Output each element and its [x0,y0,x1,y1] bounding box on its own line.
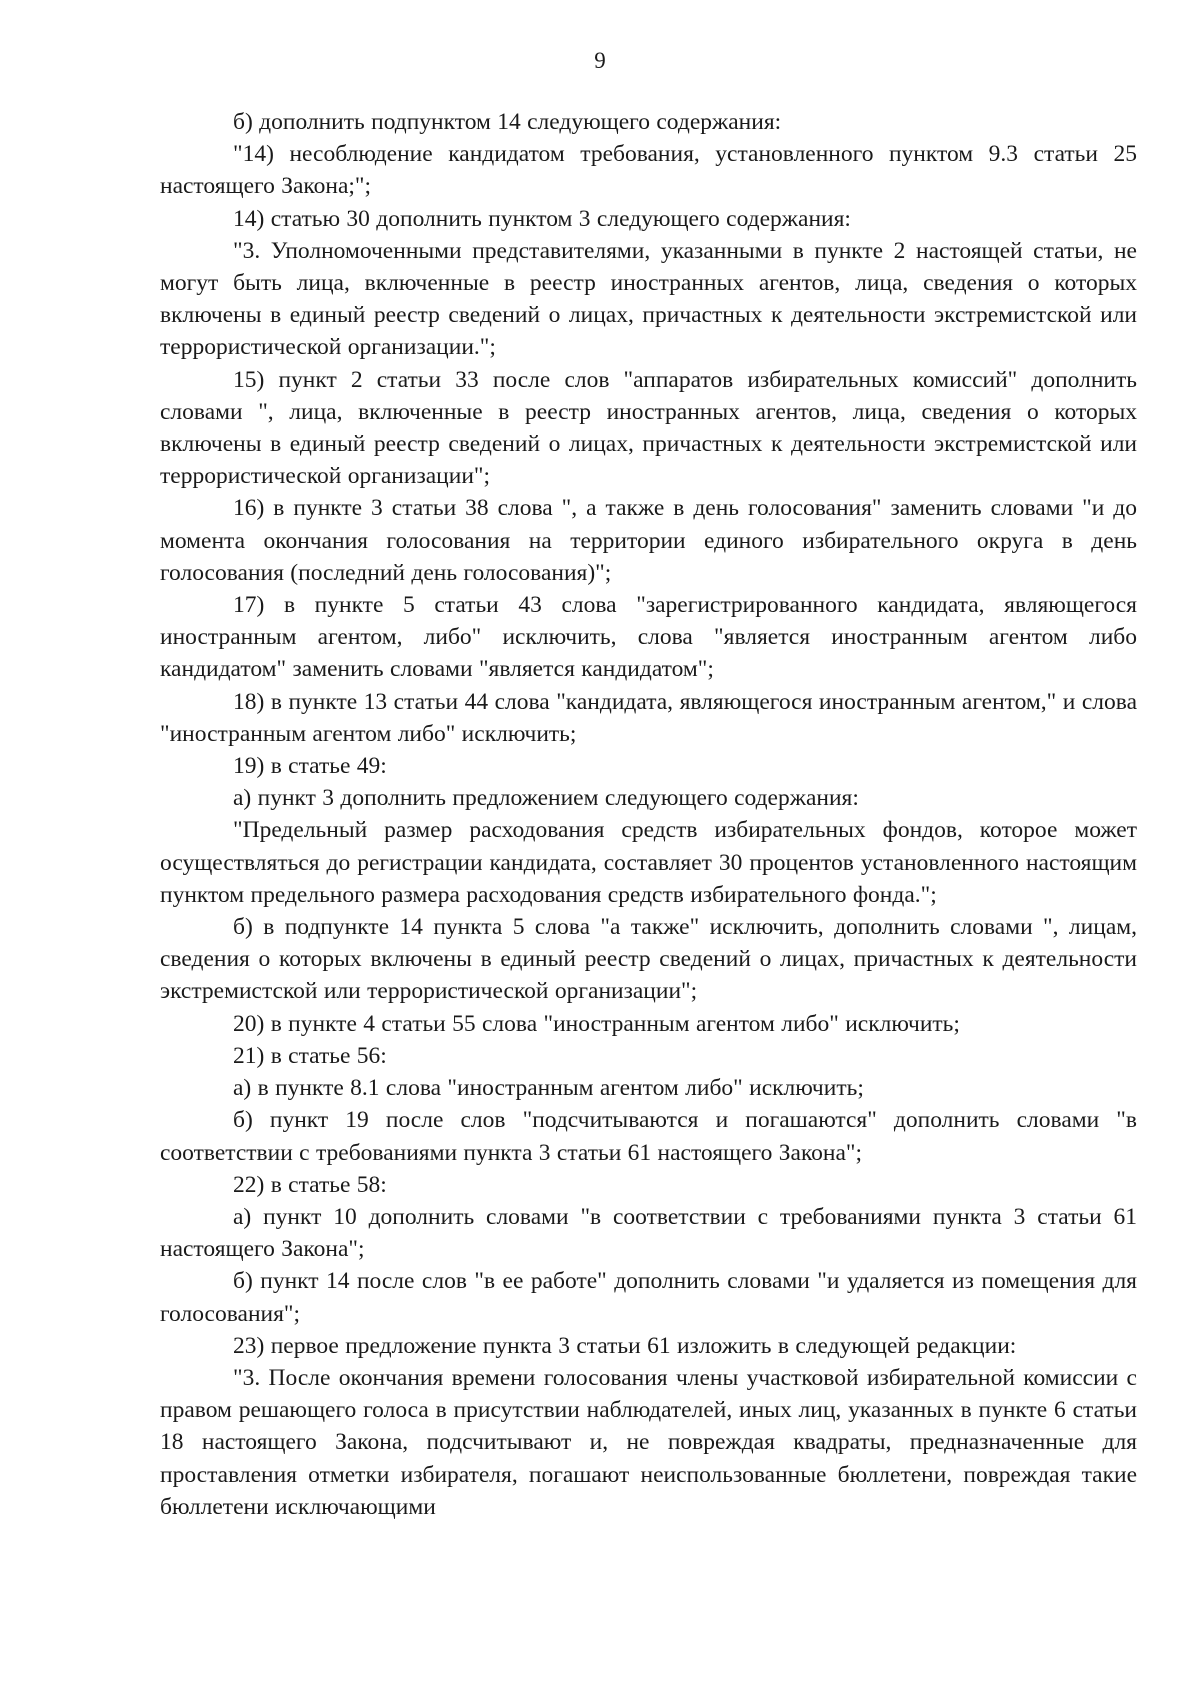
paragraph: 23) первое предложение пункта 3 статьи 61 изложить в следующей редакции: [233,1332,1017,1359]
paragraph: "3. Уполномоченными представителями, указанными в пункте 2 настоящей статьи, не могут быть лица, включенные в реестр иностранных агентов, лица, сведения о которых включены в единый реестр сведений о лицах, причастных к деятельности экстремистской или террористической организации."; [160,237,1137,361]
paragraph: "14) несоблюдение кандидатом требования, установленного пунктом 9.3 статьи 25 настоящего Закона;"; [160,141,1137,200]
paragraph: б) в подпункте 14 пункта 5 слова "а также" исключить, дополнить словами ", лицам, сведения о которых включены в единый реестр сведений о лицах, причастных к деятельности экстремистской или террористической организации"; [160,914,1137,1005]
paragraph: а) пункт 10 дополнить словами "в соответствии с требованиями пункта 3 статьи 61 настоящего Закона"; [160,1203,1137,1263]
paragraph: "Предельный размер расходования средств избирательных фондов, которое может осуществляться до регистрации кандидата, составляет 30 процентов установленного настоящим пунктом предельного размера расходования средств избирательного фонда."; [160,817,1137,908]
document-body [160,106,1137,1523]
paragraph: б) пункт 19 после слов "подсчитываются и погашаются" дополнить словами "в соответствии с требованиями пункта 3 статьи 61 настоящего Закона"; [160,1107,1137,1166]
paragraph: 18) в пункте 13 статьи 44 слова "кандидата, являющегося иностранным агентом," и слова "иностранным агентом либо" исключить; [160,688,1137,747]
paragraph: 17) в пункте 5 статьи 43 слова "зарегистрированного кандидата, являющегося иностранным агентом, либо" исключить, слова "является иностранным агентом либо кандидатом" заменить словами "является кандидатом"; [160,592,1137,683]
paragraph: 20) в пункте 4 статьи 55 слова "иностранным агентом либо" исключить; [233,1010,960,1037]
paragraph: 15) пункт 2 статьи 33 после слов "аппаратов избирательных комиссий" дополнить словами ", лица, включенные в реестр иностранных агентов, лица, сведения о которых включены в единый реестр сведений о лицах, причастных к деятельности экстремистской или террористической организации"; [160,366,1137,490]
paragraph: б) пункт 14 после слов "в ее работе" дополнить словами "и удаляется из помещения для голосования"; [160,1268,1137,1327]
paragraph: 16) в пункте 3 статьи 38 слова ", а также в день голосования" заменить словами "и до момента окончания голосования на территории единого избирательного округа в день голосования (последний день голосования)"; [160,495,1137,586]
paragraph: 21) в статье 56: [233,1042,387,1069]
paragraph: 19) в статье 49: [233,753,387,780]
paragraph: "3. После окончания времени голосования члены участковой избирательной комиссии с правом решающего голоса в присутствии наблюдателей, иных лиц, указанных в пункте 6 статьи 18 настоящего Закона, подсчитывают и, не повреждая квадраты, предназначенные для проставления отметки избирателя, погашают неиспользованные бюллетени, повреждая такие бюллетени исключающими [160,1364,1137,1520]
paragraph: а) пункт 3 дополнить предложением следующего содержания: [233,785,859,812]
paragraph: 14) статью 30 дополнить пунктом 3 следующего содержания: [233,205,851,232]
paragraph: 22) в статье 58: [233,1171,387,1198]
page-number: 9 [594,48,606,73]
paragraph: а) в пункте 8.1 слова "иностранным агентом либо" исключить; [233,1075,864,1102]
paragraph: б) дополнить подпунктом 14 следующего содержания: [233,109,782,135]
